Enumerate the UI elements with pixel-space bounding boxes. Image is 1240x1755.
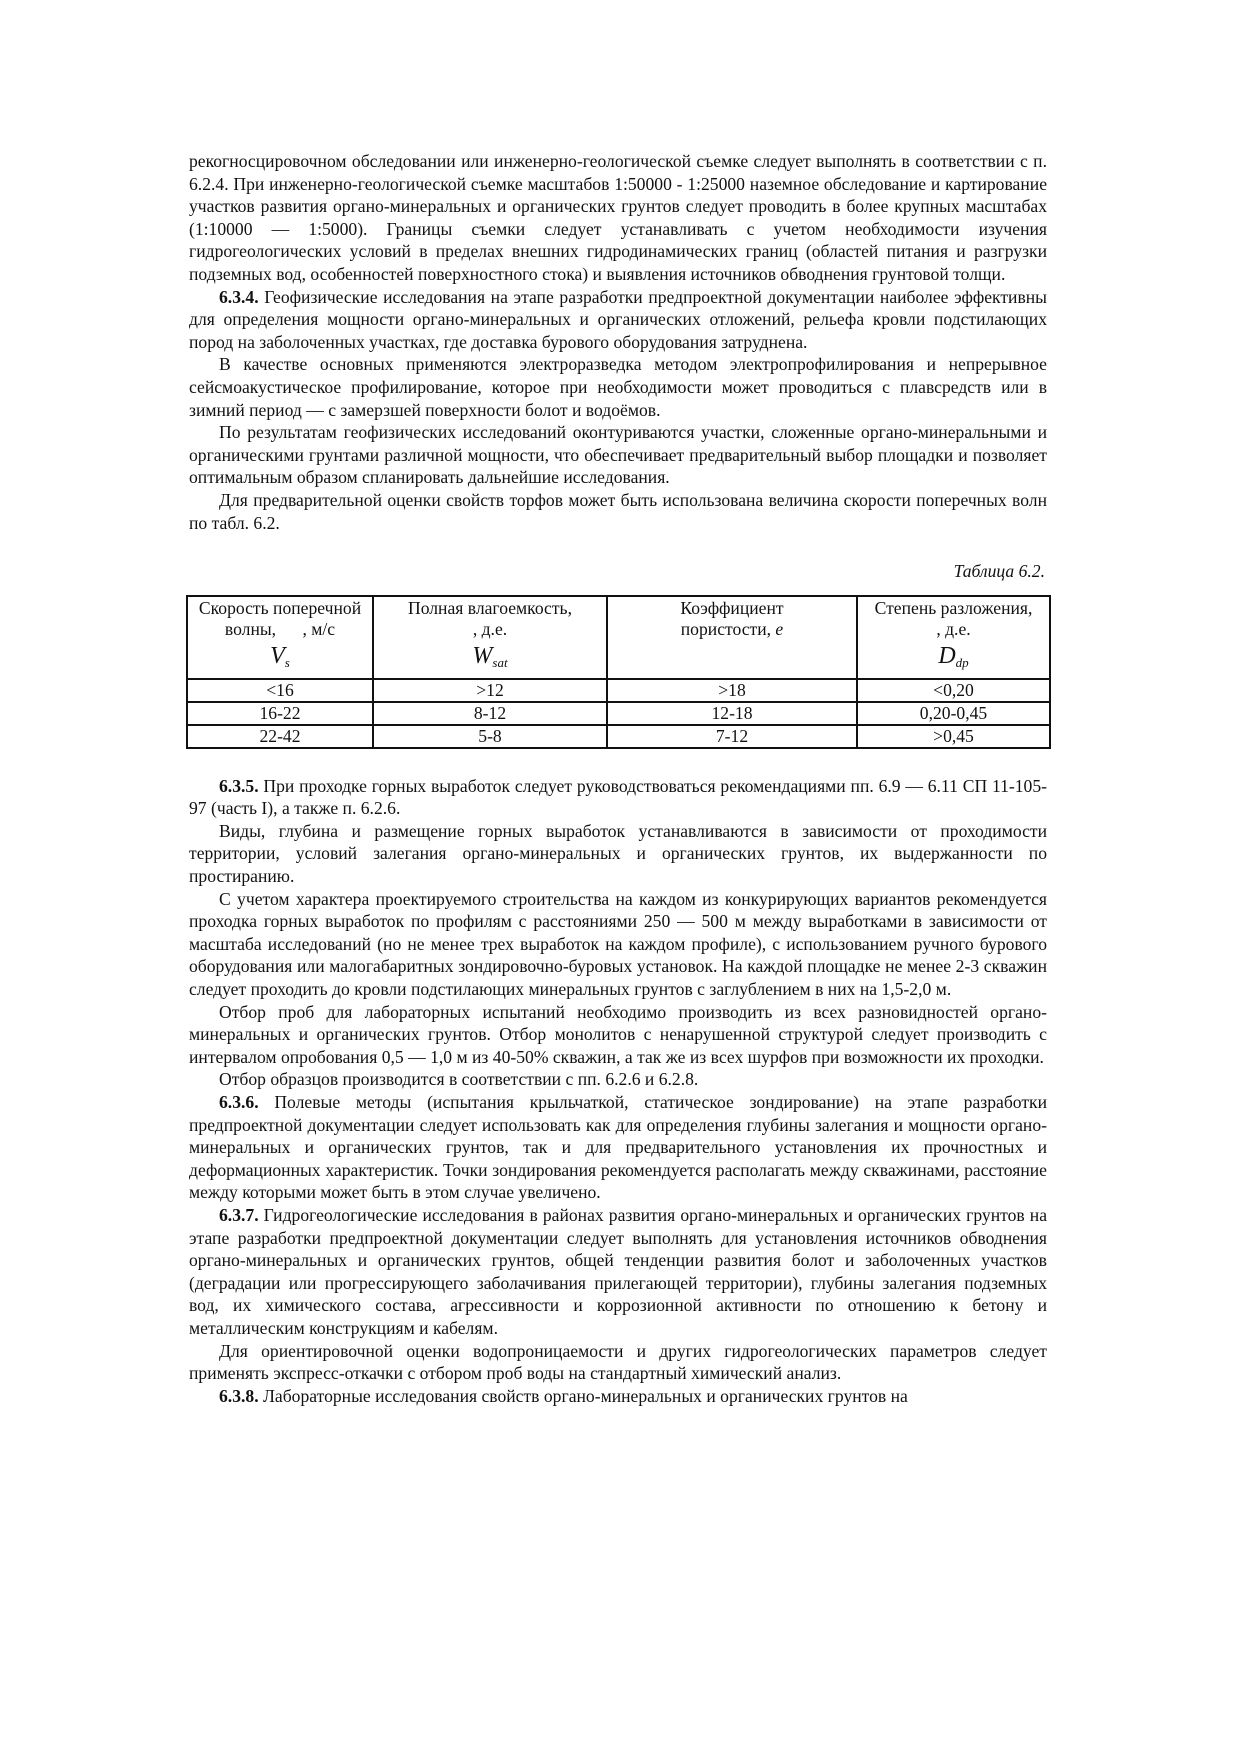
table-row	[187, 679, 1050, 702]
paragraph-text: Отбор проб для лабораторных испытаний необходимо производить из всех разновидностей органо-минеральных и органических грунтов. Отбор монолитов с ненарушенной структурой следует производить с интервалом опробования 0,5 — 1,0 м из 40-50% скважин, а так же из всех шурфов при возможности их проходки.	[189, 1001, 1047, 1067]
table-6-2	[186, 595, 1051, 749]
section-number: 6.3.8.	[219, 1385, 259, 1406]
paragraph-text: С учетом характера проектируемого строительства на каждом из конкурирующих вариантов рекомендуется проходка горных выработок по профилям с расстояниями 250 — 500 м между выработками в зависимости от масштаба исследований (но не менее трех выработок на каждом профиле), с использованием ручного бурового оборудования или малогабаритных зондировочно-буровых установок. На каждой площадке не менее 2-3 скважин следует проходить до кровли подстилающих минеральных грунтов с заглублением в них на 1,5-2,0 м.	[189, 888, 1047, 1000]
header-line: Полная влагоемкость,	[408, 597, 572, 618]
header-line: Коэффициент	[680, 597, 784, 618]
symbol-main: D	[938, 642, 956, 669]
paragraph-text: При проходке горных выработок следует руководствоваться рекомендациями пп. 6.9 — 6.11 СП 11-105-97 (часть I), а также п. 6.2.6.	[189, 775, 1047, 819]
text-after-table	[189, 775, 1047, 1408]
table-row	[187, 702, 1050, 725]
symbol-subscript: s	[284, 654, 290, 670]
header-shear-wave-velocity	[187, 596, 373, 679]
paragraph-text: Виды, глубина и размещение горных выработок устанавливаются в зависимости от проходимости территории, условий залегания органо-минеральных и органических грунтов, их выдержанности по простиранию.	[189, 820, 1047, 887]
header-decomposition-degree	[857, 596, 1050, 679]
header-line: пористости,	[680, 618, 776, 639]
paragraph	[189, 820, 1047, 888]
section-number: 6.3.7.	[219, 1204, 259, 1225]
paragraph-section-6-3-5	[189, 775, 1047, 820]
paragraph	[189, 353, 1047, 421]
table-cell: >18	[607, 679, 857, 702]
paragraph-text: Полевые методы (испытания крыльчаткой, статическое зондирование) на этапе разработки предпроектной документации следует использовать как для определения глубины залегания и мощности органо-минеральных и органических грунтов, так и для предварительного установления их прочностных и деформационных характеристик. Точки зондирования рекомендуется располагать между скважинами, расстояние между которыми может быть в этом случае увеличено.	[189, 1092, 1047, 1203]
section-number: 6.3.5.	[219, 775, 259, 796]
paragraph-section-6-3-4	[189, 286, 1047, 354]
section-number: 6.3.4.	[219, 286, 259, 307]
paragraph-section-6-3-6	[189, 1091, 1047, 1204]
symbol-main: V	[270, 642, 285, 669]
paragraph-text: По результатам геофизических исследований оконтуриваются участки, сложенные органо-минеральными и органическими грунтами различной мощности, что обеспечивает предварительный выбор площадки и позволяет оптимальным образом спланировать дальнейшие исследования.	[189, 422, 1047, 488]
table-cell: <16	[187, 679, 373, 702]
table-cell: 12-18	[607, 702, 857, 725]
header-line: Степень разложения,	[874, 597, 1033, 618]
header-water-capacity	[373, 596, 607, 679]
symbol-main: W	[472, 642, 493, 669]
header-porosity-coefficient	[607, 596, 857, 679]
symbol-subscript: dp	[955, 654, 969, 670]
symbol-vs	[192, 643, 368, 676]
table-cell: 22-42	[187, 725, 373, 748]
paragraph	[189, 1068, 1047, 1091]
table-cell: 5-8	[373, 725, 607, 748]
header-line: Скорость поперечной	[198, 597, 362, 618]
paragraph-text: Для ориентировочной оценки водопроницаемости и других гидрогеологических параметров следует применять экспресс-откачки с отбором проб воды на стандартный химический анализ.	[189, 1340, 1047, 1384]
paragraph-text: Лабораторные исследования свойств органо-минеральных и органических грунтов на	[258, 1385, 908, 1406]
paragraph-text: В качестве основных применяются электроразведка методом электропрофилирования и непрерывное сейсмоакустическое профилирование, которое при необходимости может проводиться с плавсредств или в зимний период — с замерзшей поверхности болот и водоёмов.	[189, 354, 1047, 420]
header-line: , д.е.	[936, 618, 971, 639]
paragraph	[189, 489, 1047, 534]
table-header-row	[187, 596, 1050, 679]
paragraph-section-6-3-8	[189, 1385, 1047, 1408]
table-cell: >0,45	[857, 725, 1050, 748]
symbol-e: e	[775, 618, 784, 639]
paragraph	[189, 150, 1047, 286]
section-number: 6.3.6.	[219, 1092, 259, 1112]
paragraph-text: Отбор образцов производится в соответствии с пп. 6.2.6 и 6.2.8.	[219, 1069, 699, 1090]
paragraph-text: Геофизические исследования на этапе разработки предпроектной документации наиболее эффективны для определения мощности органо-минеральных и органических отложений, рельефа кровли подстилающих пород на заболоченных участках, где доставка бурового оборудования затруднена.	[189, 286, 1047, 352]
header-line: волны, , м/с	[224, 618, 336, 639]
paragraph-section-6-3-7	[189, 1204, 1047, 1340]
table-cell: 0,20-0,45	[857, 702, 1050, 725]
symbol-ddp	[862, 643, 1045, 676]
table-cell: 7-12	[607, 725, 857, 748]
symbol-wsat	[378, 643, 602, 676]
table-caption: Таблица 6.2.	[953, 561, 1045, 582]
document-page	[189, 150, 1047, 1407]
symbol-subscript: sat	[492, 654, 508, 670]
paragraph	[189, 888, 1047, 1001]
table-row	[187, 725, 1050, 748]
table-cell: 8-12	[373, 702, 607, 725]
table-cell: 16-22	[187, 702, 373, 725]
paragraph-text: рекогносцировочном обследовании или инженерно-геологической съемке следует выполнять в соответствии с п. 6.2.4. При инженерно-геологической съемке масштабов 1:50000 - 1:25000 наземное обследование и картирование участков развития органо-минеральных и органических грунтов следует проводить в более крупных масштабах (1:10000 — 1:5000). Границы съемки следует устанавливать с учетом необходимости изучения гидрогеологических условий в пределах внешних гидродинамических границ (областей питания и разгрузки подземных вод, особенностей поверхностного стока) и выявления источников обводнения грунтовой толщи.	[189, 151, 1047, 284]
paragraph-text: Гидрогеологические исследования в районах развития органо-минеральных и органических грунтов на этапе разработки предпроектной документации следует выполнять для установления источников обводнения органо-минеральных и органических грунтов, общей тенденции развития болот и заболоченных участков (деградации или прогрессирующего заболачивания прилегающей территории), глубины залегания подземных вод, их химического состава, агрессивности и коррозионной активности по отношению к бетону и металлическим конструкциям и кабелям.	[189, 1204, 1047, 1338]
paragraph	[189, 421, 1047, 489]
header-line: , д.е.	[472, 618, 508, 639]
paragraph	[189, 1340, 1047, 1385]
table-cell: <0,20	[857, 679, 1050, 702]
table-cell: >12	[373, 679, 607, 702]
paragraph	[189, 1001, 1047, 1069]
paragraph-text: Для предварительной оценки свойств торфов может быть использована величина скорости поперечных волн по табл. 6.2.	[189, 489, 1047, 533]
